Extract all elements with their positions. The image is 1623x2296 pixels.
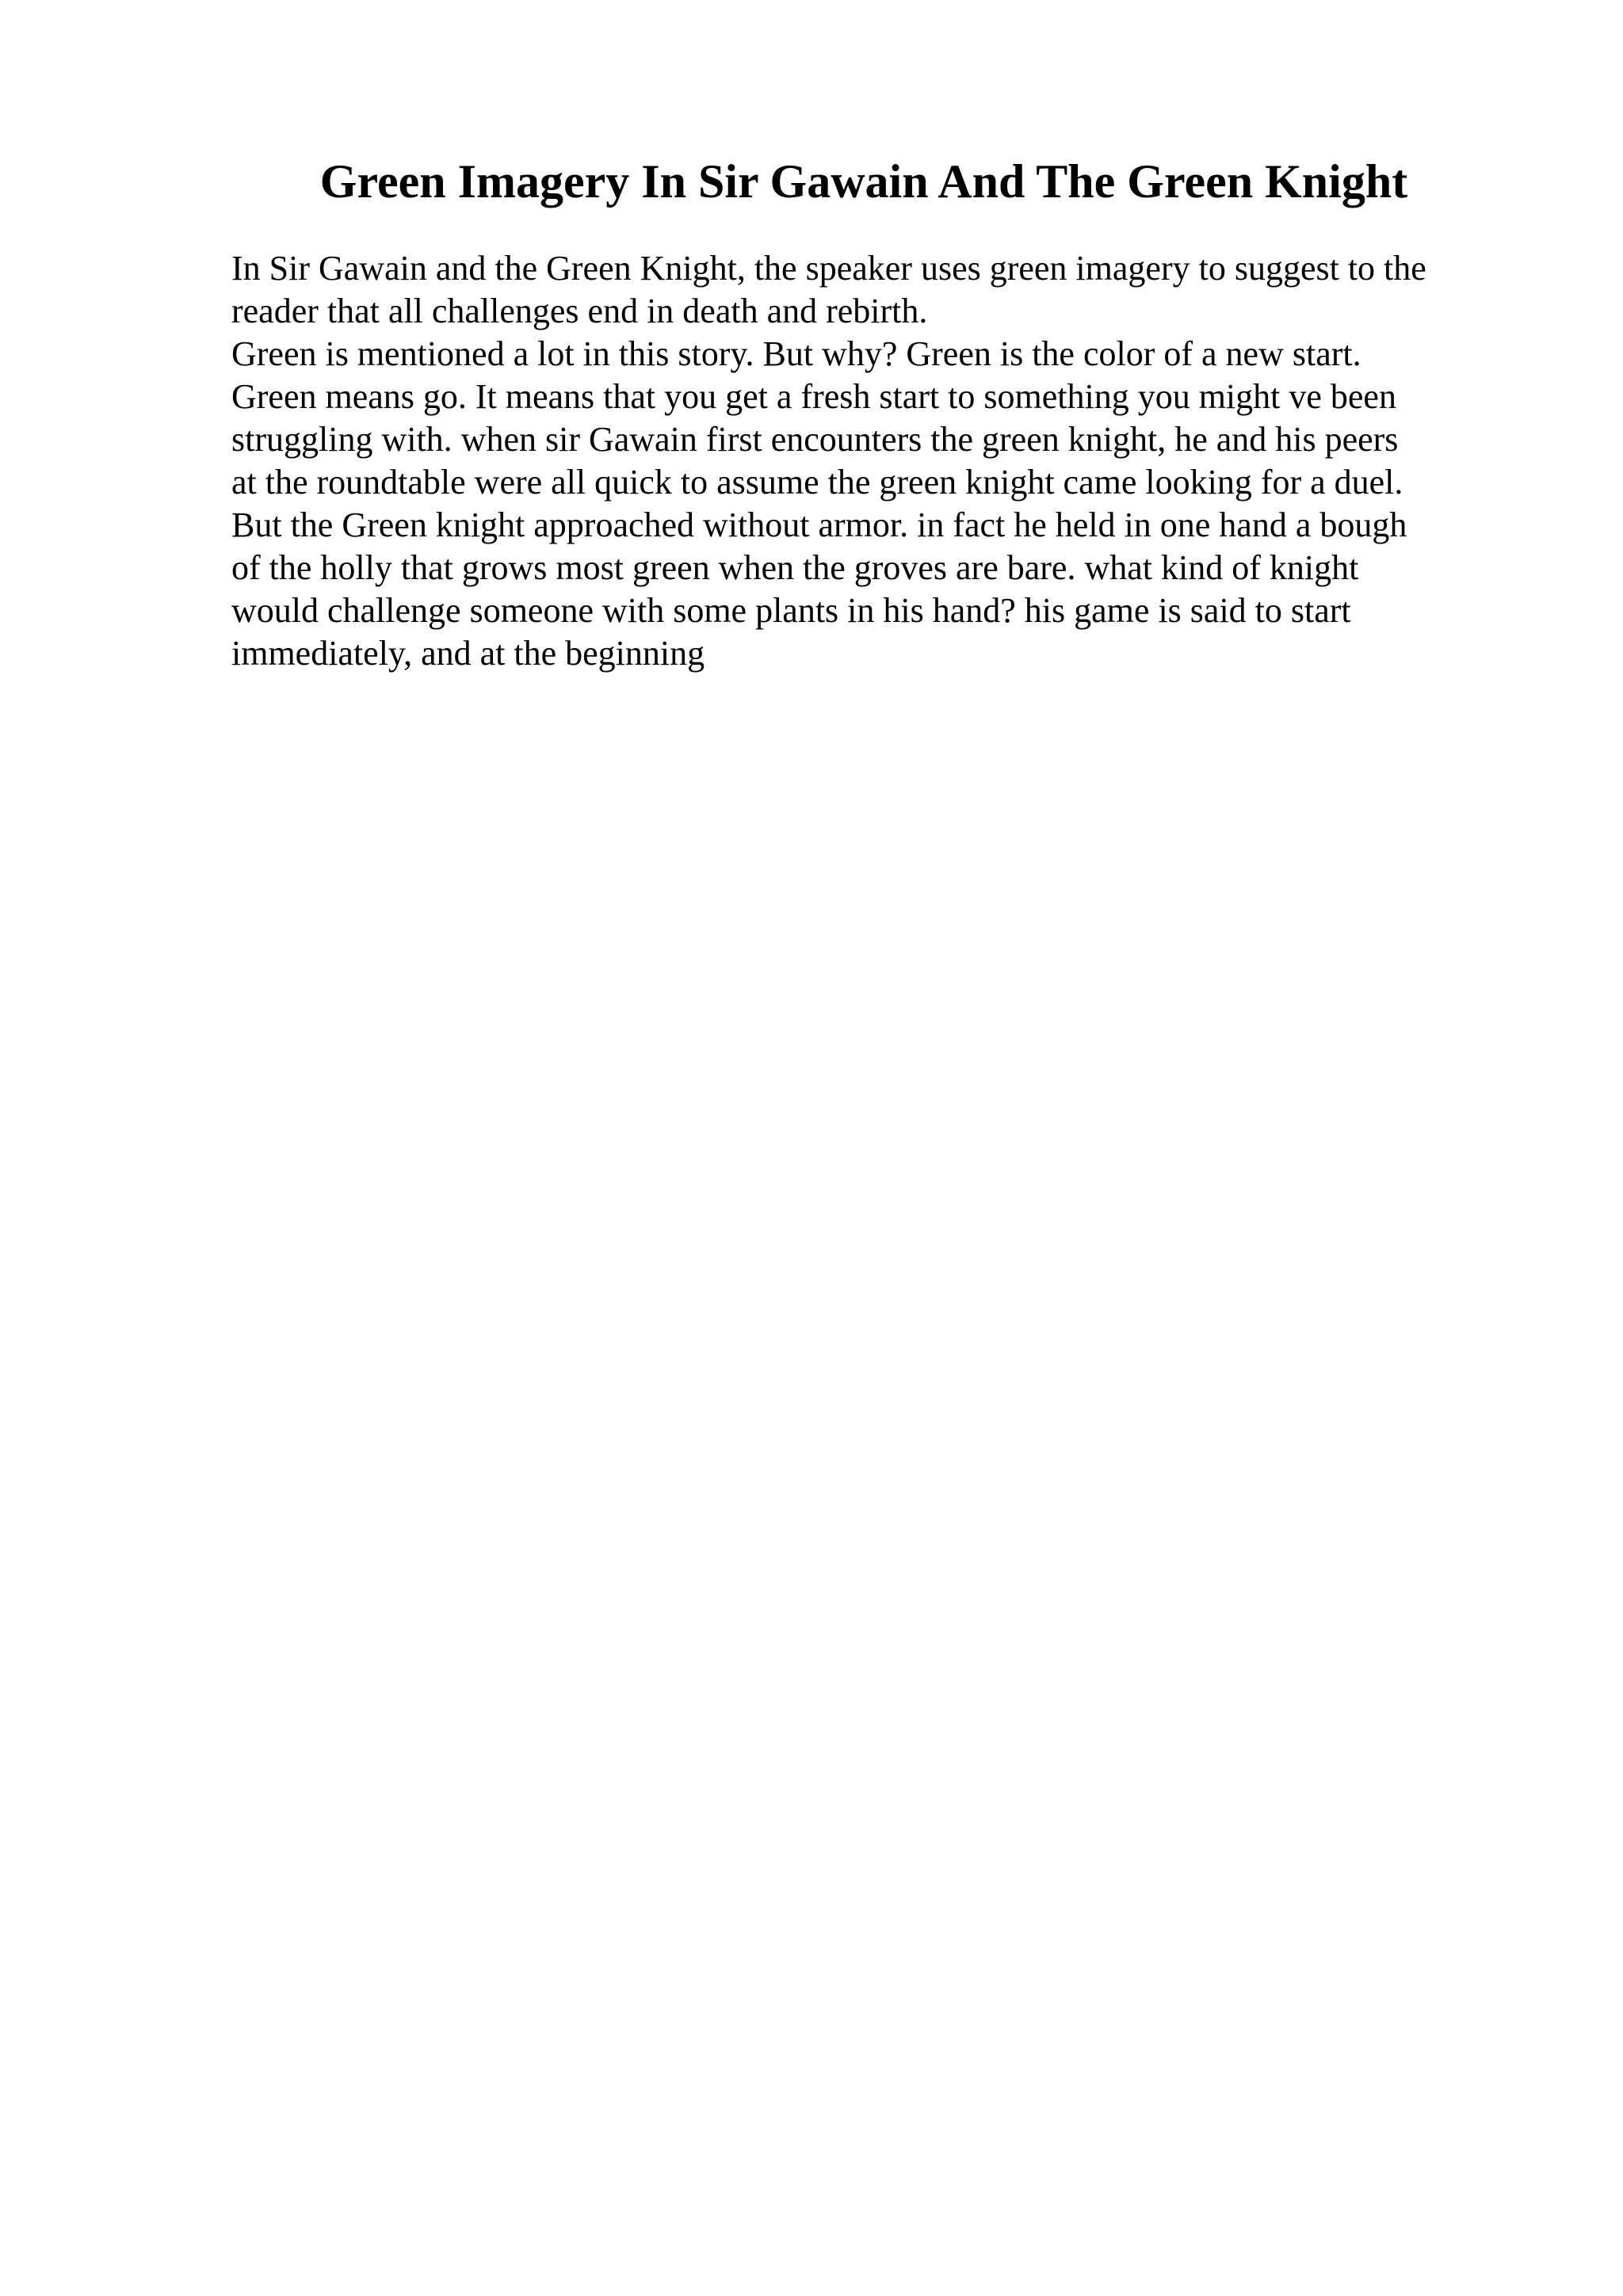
body-line: immediately, and at the beginning bbox=[231, 634, 705, 673]
body-line: In Sir Gawain and the Green Knight, the speaker uses green imagery to suggest to the bbox=[231, 249, 1426, 288]
document-body bbox=[231, 247, 1531, 675]
body-line: Green means go. It means that you get a fresh start to something you might ve been bbox=[231, 377, 1396, 416]
body-line: But the Green knight approached without armor. in fact he held in one hand a bough bbox=[231, 505, 1407, 544]
body-line: reader that all challenges end in death and rebirth. bbox=[231, 292, 928, 330]
body-line: would challenge someone with some plants in his hand? his game is said to start bbox=[231, 591, 1351, 630]
body-line: of the holly that grows most green when the groves are bare. what kind of knight bbox=[231, 548, 1359, 587]
body-line: Green is mentioned a lot in this story. But why? Green is the color of a new start. bbox=[231, 334, 1361, 373]
body-line: struggling with. when sir Gawain first encounters the green knight, he and his peers bbox=[231, 420, 1399, 459]
body-line: at the roundtable were all quick to assume the green knight came looking for a duel. bbox=[231, 463, 1403, 502]
document-title: Green Imagery In Sir Gawain And The Green Knight bbox=[319, 155, 1408, 208]
